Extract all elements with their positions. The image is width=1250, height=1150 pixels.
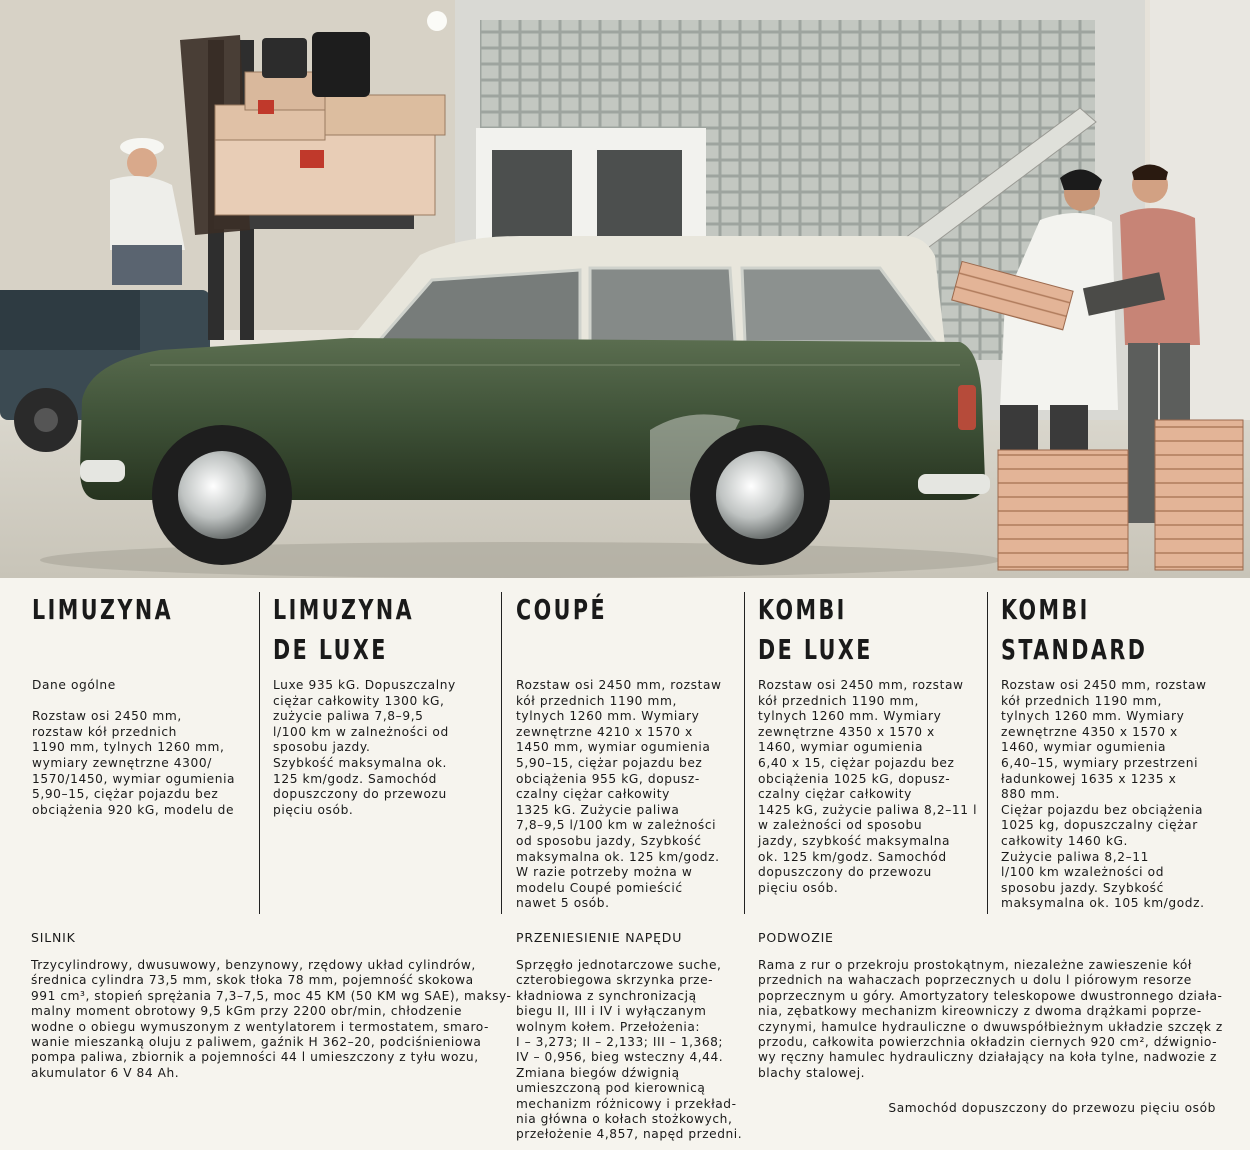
model-coupe	[516, 590, 736, 911]
model-title-line: DE LUXE	[758, 633, 873, 666]
section-podwozie	[758, 930, 1223, 1081]
section-heading: SILNIK	[31, 930, 76, 945]
section-heading: PRZENIESIENIE NAPĘDU	[516, 930, 683, 945]
section-heading: PODWOZIE	[758, 930, 834, 945]
column-divider	[501, 592, 502, 914]
column-divider	[987, 592, 988, 914]
model-description: Luxe 935 kG. Dopuszczalny ciężar całkowity 1300 kG, zużycie paliwa 7,8–9,5 l/100 km w zalneżności od sposobu jazdy. Szybkość maksymalna ok. 125 km/godz. Samochód dopuszczony do przewozu pięciu osób.	[273, 678, 456, 817]
model-title-line: KOMBI	[1001, 593, 1090, 626]
model-title	[516, 590, 696, 630]
model-title	[32, 590, 212, 630]
model-title-line: STANDARD	[1001, 633, 1148, 666]
model-description: Rozstaw osi 2450 mm, rozstaw kół przednich 1190 mm, tylnych 1260 mm. Wymiary zewnętrzne 4210 x 1570 x 1450 mm, wymiar ogumienia 5,90–15, ciężar pojazdu bez obciążenia 955 kG, dopusz- czalny ciężar całkowity 1325 kG. Zużycie paliwa 7,8–9,5 l/100 km w zależności od sposobu jazdy, Szybkość maksymalna ok. 125 km/godz. W razie potrzeby można w modelu Coupé pomieścić nawet 5 osób.	[516, 678, 722, 911]
column-divider	[744, 592, 745, 914]
model-title-line: KOMBI	[758, 593, 847, 626]
footer-note: Samochód dopuszczony do przewozu pięciu osób	[888, 1101, 1216, 1115]
model-description: Dane ogólne Rozstaw osi 2450 mm, rozstaw kół przednich 1190 mm, tylnych 1260 mm, wymiary zewnętrzne 4300/ 1570/1450, wymiar ogumienia 5,90–15, ciężar pojazdu bez obciążenia 920 kG, modelu de	[32, 678, 236, 817]
model-title	[1001, 590, 1190, 670]
model-title-line: LIMUZYNA	[273, 593, 415, 626]
column-divider	[259, 592, 260, 914]
model-kombi-standard	[1001, 590, 1231, 911]
wall-lamp	[427, 11, 447, 31]
model-limuzyna	[32, 590, 252, 817]
section-text: Trzycylindrowy, dwusuwowy, benzynowy, rzędowy układ cylindrów, średnica cylindra 73,5 mm, skok tłoka 78 mm, pojemność skokowa 991 cm³, stopień sprężania 7,3–7,5, moc 45 KM (50 KM wg SAE), maksy- malny moment obrotowy 9,5 kGm przy 2200 obr/min, chłodzenie wodne o obiegu wymuszonym z wentylatorem i termostatem, smaro- wanie mieszanką oluju z paliwem, gaźnik H 362–20, podciśnieniowa pompa paliwa, zbiornik a pojemności 44 l umieszczony z tyłu wozu, akumulator 6 V 84 Ah.	[31, 958, 512, 1080]
model-title	[273, 590, 453, 670]
model-title-line: COUPÉ	[516, 593, 608, 626]
model-title-line: DE LUXE	[273, 633, 388, 666]
model-description: Rozstaw osi 2450 mm, rozstaw kół przednich 1190 mm, tylnych 1260 mm. Wymiary zewnętrzne 4350 x 1570 x 1460, wymiar ogumienia 6,40 x 15, ciężar pojazdu bez obciążenia 1025 kG, dopusz- czalny ciężar całkowity 1425 kG, zużycie paliwa 8,2–11 l w zależności od sposobu jazdy, szybkość maksymalna ok. 125 km/godz. Samochód dopuszczony do przewozu pięciu osób.	[758, 678, 978, 895]
section-silnik	[31, 930, 511, 1081]
model-title-line: LIMUZYNA	[32, 593, 174, 626]
section-text: Sprzęgło jednotarczowe suche, czterobiegowa skrzynka prze- kładniowa z synchronizacją biegu II, III i IV i wyłączanym wolnym kołem. Przełożenia: I – 3,273; II – 2,133; III – 1,368; IV – 0,956, bieg wsteczny 4,44. Zmiana biegów dźwignią umieszczoną pod kierownicą mechanizm różnicowy i przekład- nia główna o kołach stożkowych, przełożenie 4,857, napęd przedni.	[516, 958, 743, 1142]
section-przeniesienie-napedu	[516, 930, 742, 1143]
model-limuzyna-de-luxe	[273, 590, 493, 817]
model-kombi-de-luxe	[758, 590, 978, 895]
model-title	[758, 590, 938, 670]
section-text: Rama z rur o przekroju prostokątnym, niezależne zawieszenie kół przednich na wahaczach poprzecznych u dolu l piórowym resorze poprzecznym u góry. Amortyzatory teleskopowe dwustronnego działa- nia, zębatkowy mechanizm kireowniczy z dwoma drążkami poprze- czynymi, hamulce hydrauliczne o dwuwspółbieżnym układzie szczęk z przodu, całkowita powierzchnia okładzin ciernych 920 cm², dźwignio- wy ręczny hamulec hydrauliczny działający na koła tylne, nadwozie z blachy stalowej.	[758, 958, 1223, 1080]
model-description: Rozstaw osi 2450 mm, rozstaw kół przednich 1190 mm, tylnych 1260 mm. Wymiary zewnętrzne 4350 x 1570 x 1460, wymiar ogumienia 6,40–15, wymiary przestrzeni ładunkowej 1635 x 1235 x 880 mm. Ciężar pojazdu bez obciążenia 1025 kg, dopuszczalny ciężar całkowity 1460 kG. Zużycie paliwa 8,2–11 l/100 km wzależności od sposobu jazdy. Szybkość maksymalna ok. 105 km/godz.	[1001, 678, 1207, 911]
